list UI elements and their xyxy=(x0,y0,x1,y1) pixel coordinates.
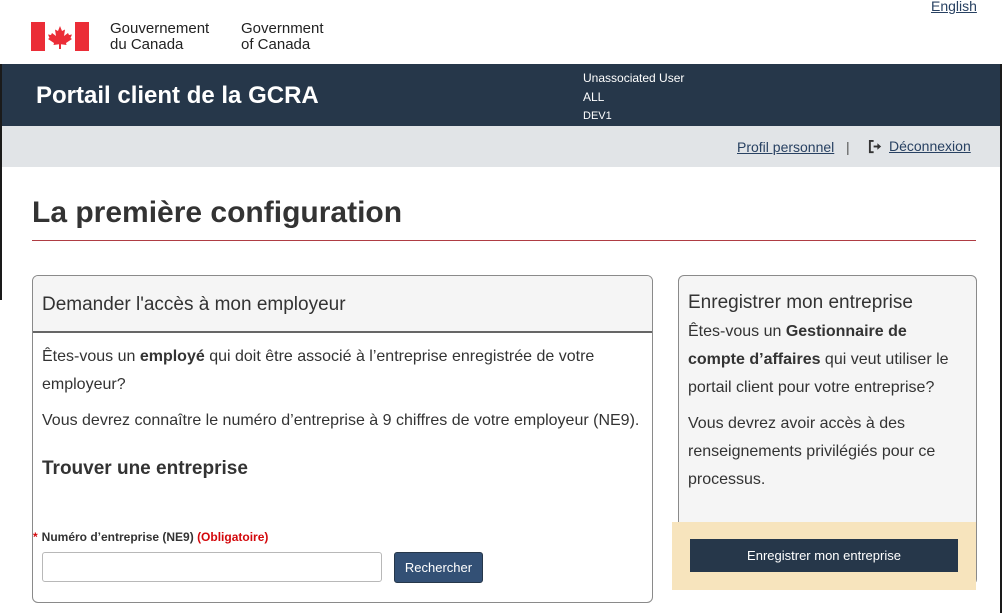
environment-label: DEV1 xyxy=(583,110,612,122)
register-business-heading: Enregistrer mon entreprise xyxy=(688,292,913,313)
canada-flag-icon xyxy=(31,22,89,51)
language-toggle-link[interactable]: English xyxy=(931,0,977,14)
required-star: * xyxy=(33,530,38,544)
ne9-requirement-text: Vous devrez connaître le numéro d’entreprise à 9 chiffres de votre employeur (NE9). xyxy=(42,412,640,429)
manager-question: Êtes-vous un Gestionnaire de compte d’affaires qui veut utiliser le portail client pour votre entreprise? xyxy=(688,323,949,396)
signature-french: Gouvernement du Canada xyxy=(110,20,210,53)
government-header xyxy=(0,0,1002,64)
logout-label: Déconnexion xyxy=(889,138,971,154)
app-title: Portail client de la GCRA xyxy=(36,82,319,109)
employer-access-heading: Demander l'accès à mon employeur xyxy=(33,276,652,333)
logout-link[interactable] xyxy=(868,138,971,154)
user-scope: ALL xyxy=(583,90,605,104)
personal-profile-link[interactable]: Profil personnel xyxy=(737,139,835,155)
account-menu-bar xyxy=(2,126,1000,167)
sign-out-icon xyxy=(868,139,883,154)
register-business-body xyxy=(679,314,976,494)
title-underline xyxy=(32,240,976,241)
menu-separator: | xyxy=(846,139,850,155)
employee-question: Êtes-vous un employé qui doit être associé à l’entreprise enregistrée de votre employeur? xyxy=(42,348,595,393)
register-business-button[interactable]: Enregistrer mon entreprise xyxy=(690,539,958,572)
employer-access-body xyxy=(33,333,652,483)
page-title: La première configuration xyxy=(32,196,403,229)
user-info xyxy=(583,69,684,126)
search-button[interactable]: Rechercher xyxy=(394,552,483,583)
privileged-info-text: Vous devrez avoir accès à des renseignements privilégiés pour ce processus. xyxy=(688,415,936,488)
user-name: Unassociated User xyxy=(583,71,685,85)
employer-access-panel xyxy=(32,275,653,603)
business-number-input[interactable] xyxy=(42,552,382,582)
required-marker: (Obligatoire) xyxy=(197,530,269,544)
find-business-heading: Trouver une entreprise xyxy=(42,458,248,479)
app-bar xyxy=(2,64,1000,126)
signature-english: Government of Canada xyxy=(241,20,324,53)
business-number-label: * Numéro d’entreprise (NE9) (Obligatoire) xyxy=(33,530,269,544)
